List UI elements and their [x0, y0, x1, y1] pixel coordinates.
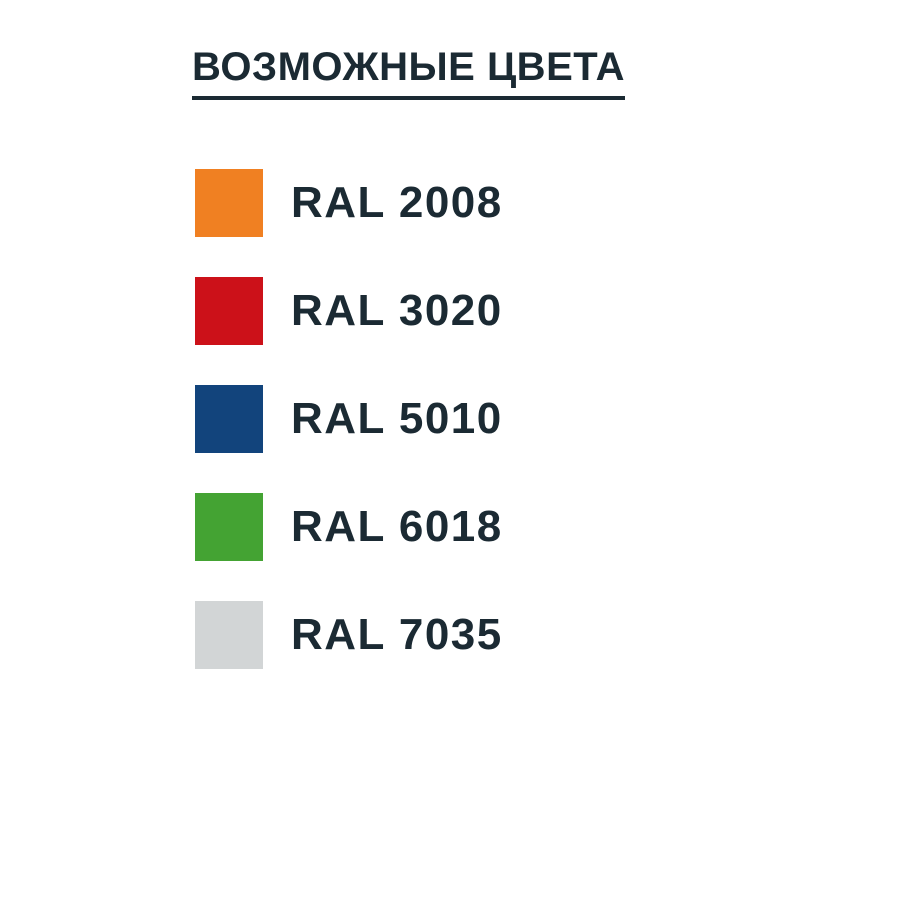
list-item [195, 384, 503, 454]
color-chip [195, 169, 263, 237]
list-item [195, 168, 503, 238]
list-item [195, 276, 503, 346]
page-title: ВОЗМОЖНЫЕ ЦВЕТА [192, 46, 625, 100]
color-chip [195, 277, 263, 345]
color-label: RAL 7035 [291, 610, 503, 659]
list-item [195, 492, 503, 562]
color-label: RAL 2008 [291, 178, 503, 227]
color-chip [195, 385, 263, 453]
color-label: RAL 5010 [291, 394, 503, 443]
color-label: RAL 3020 [291, 286, 503, 335]
color-label: RAL 6018 [291, 502, 503, 551]
color-chip [195, 601, 263, 669]
color-chip [195, 493, 263, 561]
list-item [195, 600, 503, 670]
color-swatch-list [195, 168, 503, 670]
